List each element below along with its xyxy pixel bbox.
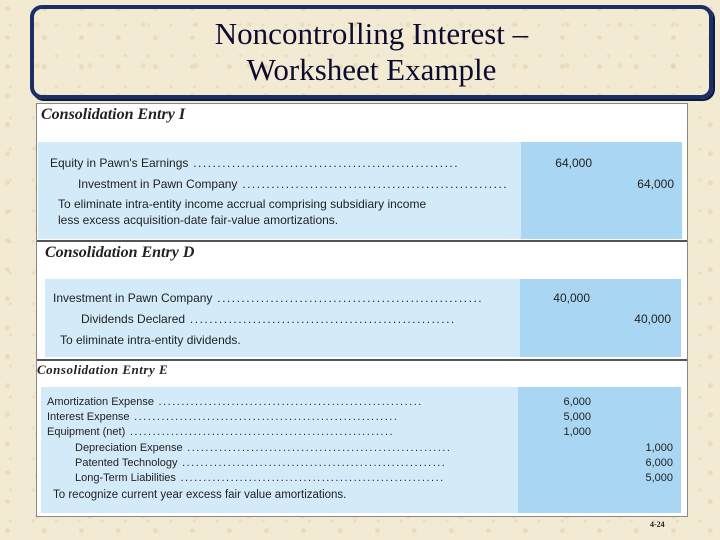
- entry-i-note-1: To eliminate intra-entity income accrual comprising subsidiary income: [58, 197, 427, 211]
- entry-i-section: [37, 104, 687, 241]
- page-number: 4-24: [650, 520, 665, 529]
- entry-i-credit-amount: 64,000: [637, 177, 674, 191]
- entry-e-note: To recognize current year excess fair value amortizations.: [53, 489, 347, 501]
- entry-d-credit-amount: 40,000: [634, 312, 671, 326]
- entry-i-debit-label: Equity in Pawn's Earnings: [50, 156, 189, 170]
- entry-e-body: [41, 387, 681, 513]
- leader-dots: .......................................................: [188, 156, 460, 170]
- leader-dots: .......................................................: [237, 177, 508, 191]
- leader-dots: ..........................................................: [125, 426, 395, 438]
- entry-d-body: [45, 279, 681, 357]
- leader-dots: ..........................................................: [129, 411, 399, 423]
- entry-d-title: Consolidation Entry D: [45, 244, 195, 261]
- entry-e-debit-amount: 5,000: [563, 411, 591, 423]
- leader-dots: ..........................................................: [182, 442, 452, 454]
- leader-dots: .......................................................: [212, 291, 484, 305]
- entry-e-credit-amount: 1,000: [645, 442, 673, 454]
- entry-e-title: Consolidation Entry E: [37, 362, 169, 377]
- entry-d-debit-label: Investment in Pawn Company: [53, 291, 213, 305]
- entry-e-credit-amount: 6,000: [645, 457, 673, 469]
- leader-dots: ..........................................................: [175, 472, 445, 484]
- entry-i-title: Consolidation Entry I: [41, 106, 186, 123]
- entry-e-section: [37, 361, 687, 516]
- entry-i-note-2: less excess acquisition-date fair-value amortizations.: [58, 213, 339, 227]
- entry-e-credit-label: Patented Technology: [75, 457, 178, 469]
- leader-dots: .......................................................: [185, 312, 456, 326]
- entry-e-credit-label: Long-Term Liabilities: [75, 472, 176, 484]
- slide-title-box: [30, 5, 713, 99]
- leader-dots: ..........................................................: [177, 457, 447, 469]
- entry-e-debit-label: Amortization Expense: [47, 396, 154, 408]
- entry-i-debit-amount: 64,000: [555, 156, 592, 170]
- entry-i-body: [38, 142, 682, 239]
- entry-e-debit-amount: 1,000: [563, 426, 591, 438]
- entry-e-credit-label: Depreciation Expense: [75, 442, 183, 454]
- entry-d-note: To eliminate intra-entity dividends.: [60, 333, 241, 347]
- entry-d-debit-amount: 40,000: [553, 291, 590, 305]
- entry-e-credit-amount: 5,000: [645, 472, 673, 484]
- entry-e-debit-label: Interest Expense: [47, 411, 130, 423]
- entry-e-debit-amount: 6,000: [563, 396, 591, 408]
- slide-title-line-2: Worksheet Example: [246, 52, 497, 87]
- entry-d-credit-label: Dividends Declared: [81, 312, 186, 326]
- entry-i-credit-label: Investment in Pawn Company: [78, 177, 238, 191]
- entry-e-debit-label: Equipment (net): [47, 426, 126, 438]
- leader-dots: ..........................................................: [154, 396, 423, 408]
- slide-title-line-1: Noncontrolling Interest –: [214, 16, 529, 51]
- entry-d-section: [37, 242, 687, 359]
- worksheet-panel: [36, 103, 688, 517]
